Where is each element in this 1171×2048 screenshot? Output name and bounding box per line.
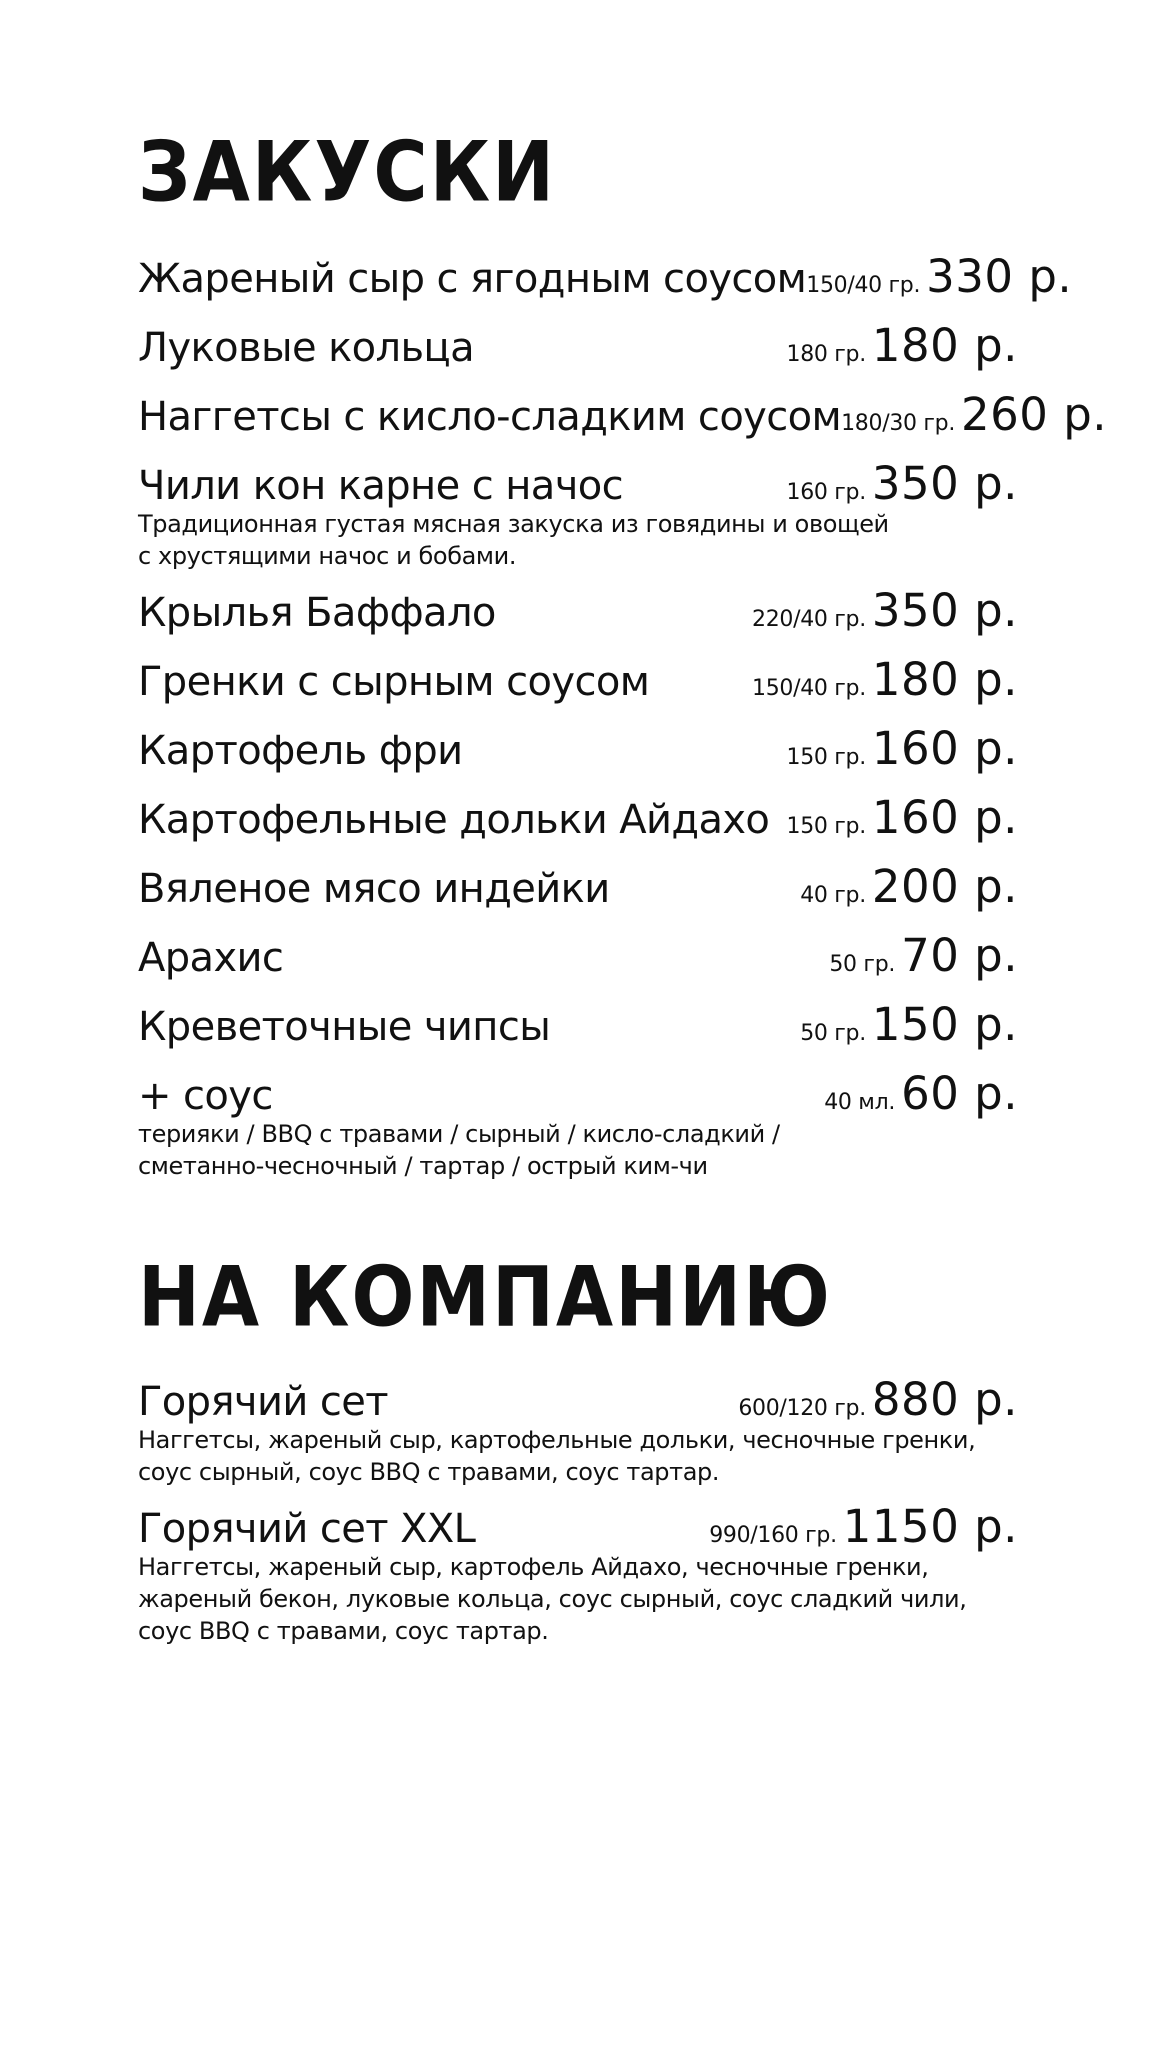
- item-price: 330 р.: [926, 250, 1073, 303]
- item-name: Жареный сыр с ягодным соусом: [138, 256, 807, 302]
- description-line: Наггетсы, жареный сыр, картофель Айдахо, чесночные гренки,: [138, 1553, 929, 1581]
- item-name: Картофельные дольки Айдахо: [138, 797, 770, 843]
- item-weight: 150 гр.: [786, 814, 866, 839]
- item-weight: 150 гр.: [786, 745, 866, 770]
- item-name: Картофель фри: [138, 728, 463, 774]
- item-name: Вяленое мясо индейки: [138, 866, 610, 912]
- item-weight: 50 гр.: [800, 1021, 866, 1046]
- item-price: 180 р.: [871, 319, 1018, 372]
- menu-item: [138, 250, 1073, 319]
- description-line: жареный бекон, луковые кольца, соус сырный, соус сладкий чили,: [138, 1585, 967, 1613]
- menu-item: [138, 722, 1018, 791]
- description-line: Традиционная густая мясная закуска из говядины и овощей: [138, 510, 889, 538]
- menu-item: [138, 929, 1018, 998]
- item-description: [138, 1551, 998, 1647]
- item-price: 160 р.: [871, 791, 1018, 844]
- item-price: 60 р.: [901, 1067, 1018, 1120]
- item-name: Горячий сет: [138, 1379, 388, 1425]
- item-name: Креветочные чипсы: [138, 1004, 551, 1050]
- item-price: 350 р.: [871, 584, 1018, 637]
- item-price: 160 р.: [871, 722, 1018, 775]
- menu-item: [138, 860, 1018, 929]
- item-price: 880 р.: [871, 1373, 1018, 1426]
- item-weight: 40 мл.: [824, 1090, 896, 1115]
- item-weight: 150/40 гр.: [752, 676, 866, 701]
- item-price: 260 р.: [961, 388, 1108, 441]
- item-weight: 180/30 гр.: [841, 411, 956, 436]
- item-weight: 50 гр.: [829, 952, 896, 977]
- item-weight: 220/40 гр.: [752, 607, 866, 632]
- menu-item: [138, 388, 1108, 457]
- item-price: 70 р.: [901, 929, 1018, 982]
- item-price: 150 р.: [871, 998, 1018, 1051]
- menu-item: [138, 1500, 1018, 1647]
- item-weight: 160 гр.: [786, 480, 866, 505]
- item-name: Наггетсы с кисло-сладким соусом: [138, 394, 842, 440]
- item-name: Крылья Баффало: [138, 590, 496, 636]
- description-line: с хрустящими начос и бобами.: [138, 542, 517, 570]
- item-weight: 40 гр.: [800, 883, 866, 908]
- section-for-company: [138, 1249, 1018, 1659]
- menu-item: [138, 998, 1018, 1067]
- menu-item: [138, 1067, 1018, 1182]
- description-line: Наггетсы, жареный сыр, картофельные дольки, чесночные гренки,: [138, 1426, 976, 1454]
- section-title: НА КОМПАНИЮ: [138, 1249, 832, 1346]
- menu-item: [138, 653, 1018, 722]
- item-price: 180 р.: [871, 653, 1018, 706]
- menu-item: [138, 791, 1018, 860]
- menu-item: [138, 457, 1018, 572]
- item-name: + соус: [138, 1073, 273, 1119]
- description-line: сметанно-чесночный / тартар / острый ким-чи: [138, 1152, 708, 1180]
- menu-item: [138, 319, 1018, 388]
- description-line: соус сырный, соус BBQ с травами, соус тартар.: [138, 1458, 720, 1486]
- item-price: 1150 р.: [842, 1500, 1018, 1553]
- section-title: ЗАКУСКИ: [138, 124, 557, 221]
- description-line: терияки / BBQ с травами / сырный / кисло-сладкий /: [138, 1120, 780, 1148]
- menu-item: [138, 584, 1018, 653]
- item-name: Луковые кольца: [138, 325, 474, 371]
- menu-item: [138, 1373, 1018, 1488]
- item-name: Гренки с сырным соусом: [138, 659, 650, 705]
- item-name: Арахис: [138, 935, 284, 981]
- item-weight: 990/160 гр.: [709, 1523, 837, 1548]
- item-price: 350 р.: [871, 457, 1018, 510]
- item-description: [138, 1424, 998, 1488]
- description-line: соус BBQ с травами, соус тартар.: [138, 1617, 549, 1645]
- item-weight: 600/120 гр.: [738, 1396, 866, 1421]
- item-price: 200 р.: [871, 860, 1018, 913]
- item-weight: 150/40 гр.: [806, 273, 921, 298]
- item-name: Чили кон карне с начос: [138, 463, 624, 509]
- item-weight: 180 гр.: [786, 342, 866, 367]
- item-description: [138, 508, 998, 572]
- section-snacks: [138, 124, 1108, 1194]
- item-name: Горячий сет XXL: [138, 1506, 476, 1552]
- item-description: [138, 1118, 998, 1182]
